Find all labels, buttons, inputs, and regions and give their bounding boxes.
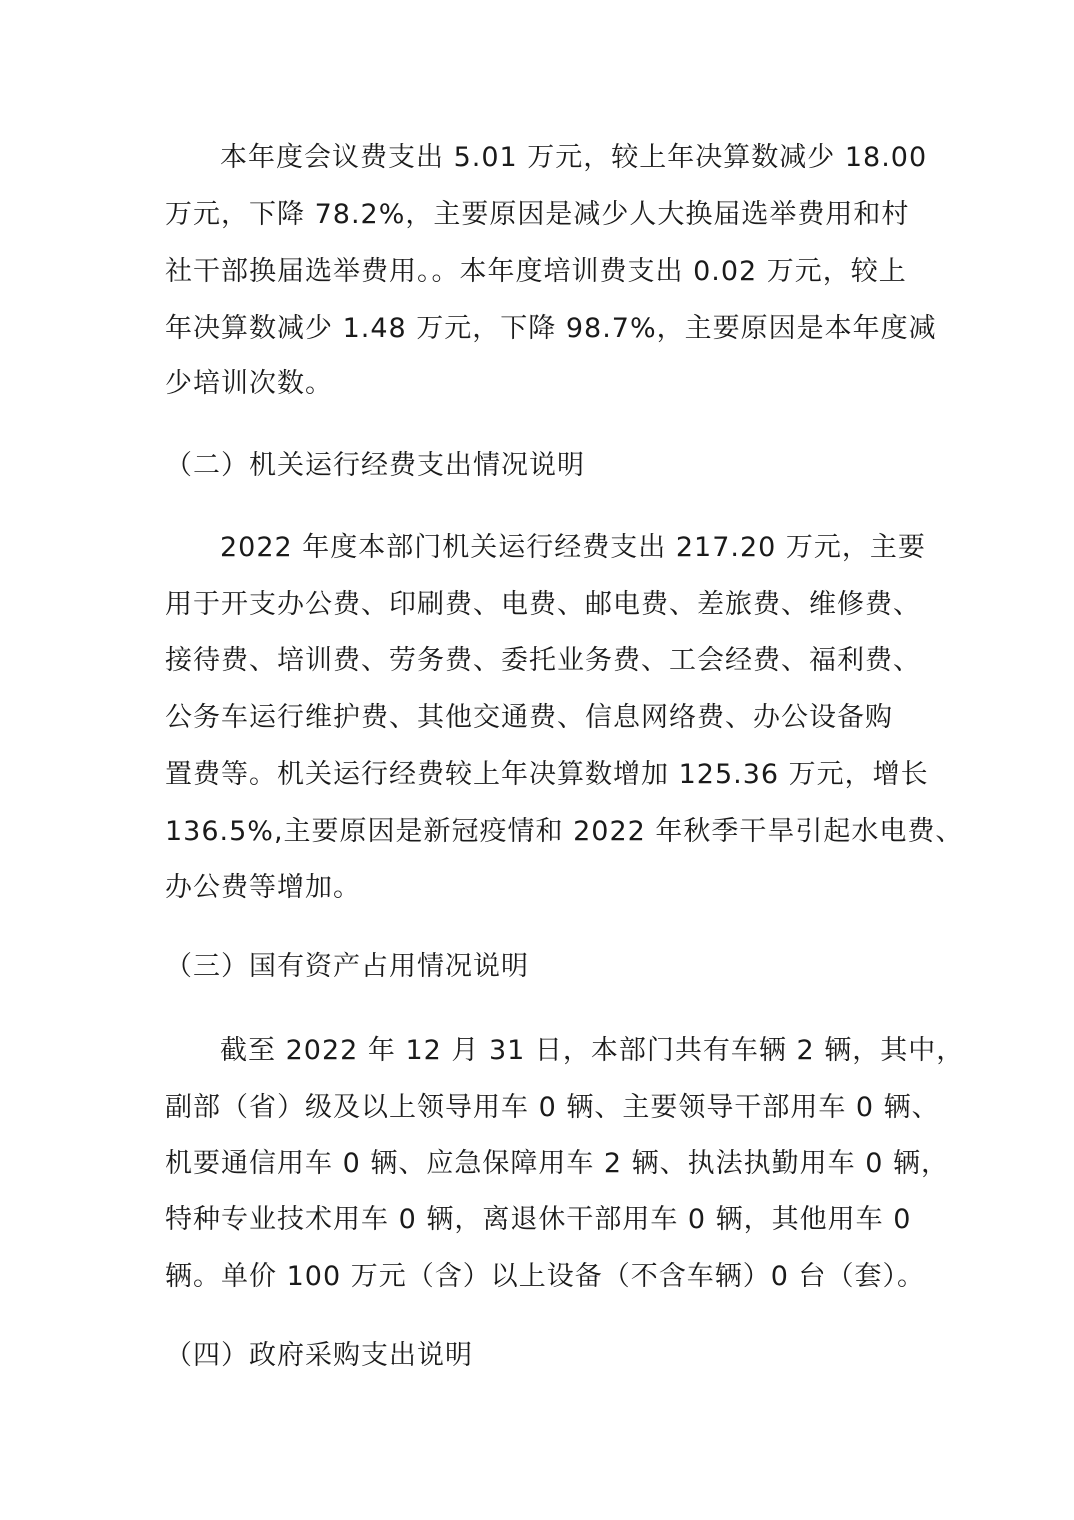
paragraph-2-line-3: 接待费、培训费、劳务费、委托业务费、工会经费、福利费、 [165,645,921,676]
paragraph-3-line-5: 辆。单价 100 万元（含）以上设备（不含车辆）0 台（套）。 [165,1261,925,1292]
paragraph-2-line-7: 办公费等增加。 [165,872,361,903]
paragraph-2-line-4: 公务车运行维护费、其他交通费、信息网络费、办公设备购 [165,702,893,733]
paragraph-3-line-1: 截至 2022 年 12 月 31 日，本部门共有车辆 2 辆，其中， [220,1035,965,1066]
paragraph-2-line-2: 用于开支办公费、印刷费、电费、邮电费、差旅费、维修费、 [165,589,921,620]
paragraph-2-line-6: 136.5%,主要原因是新冠疫情和 2022 年秋季干旱引起水电费、 [165,816,964,847]
paragraph-2-line-5: 置费等。机关运行经费较上年决算数增加 125.36 万元，增长 [165,759,929,790]
section-heading-3: （三）国有资产占用情况说明 [165,951,529,982]
paragraph-1-line-5: 少培训次数。 [165,368,333,399]
paragraph-1-line-2: 万元，下降 78.2%，主要原因是减少人大换届选举费用和村 [165,199,910,230]
paragraph-2-line-1: 2022 年度本部门机关运行经费支出 217.20 万元，主要 [220,532,926,563]
paragraph-1-line-3: 社干部换届选举费用。。本年度培训费支出 0.02 万元，较上 [165,256,907,287]
section-heading-2: （二）机关运行经费支出情况说明 [165,450,585,481]
paragraph-3-line-2: 副部（省）级及以上领导用车 0 辆、主要领导干部用车 0 辆、 [165,1092,940,1123]
section-heading-4: （四）政府采购支出说明 [165,1340,473,1371]
paragraph-3-line-4: 特种专业技术用车 0 辆，离退休干部用车 0 辆，其他用车 0 [165,1204,912,1235]
paragraph-1-line-1: 本年度会议费支出 5.01 万元，较上年决算数减少 18.00 [220,142,928,173]
paragraph-1-line-4: 年决算数减少 1.48 万元，下降 98.7%，主要原因是本年度减 [165,313,937,344]
paragraph-3-line-3: 机要通信用车 0 辆、应急保障用车 2 辆、执法执勤用车 0 辆， [165,1148,950,1179]
